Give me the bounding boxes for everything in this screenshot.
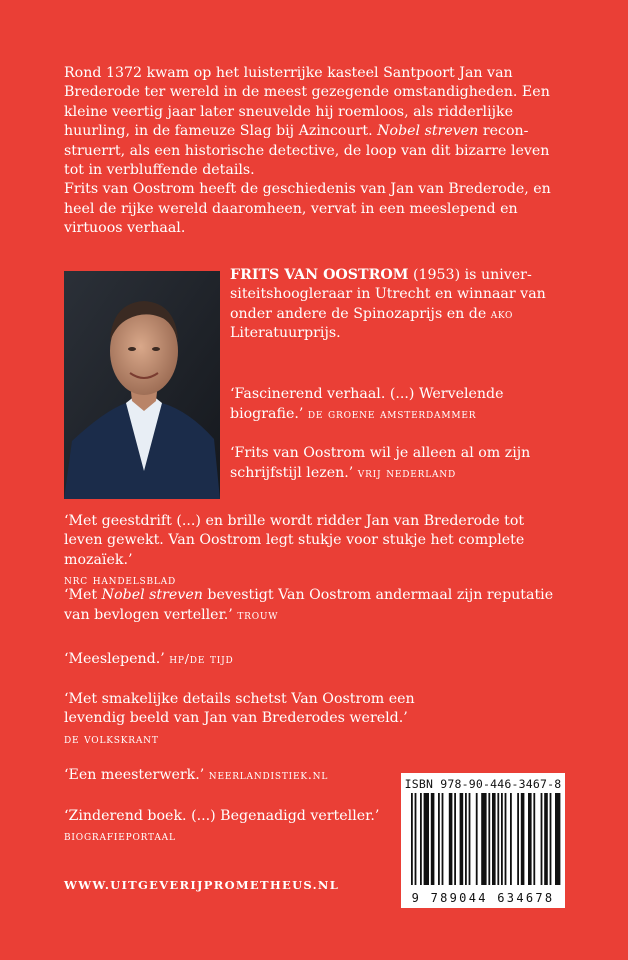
- quote-text: ‘Met geestdrift (...) en brille wordt ridder Jan van Brederode tot leven gewekt. Van Oostrom legt stukje voor stukje het complete mozaïek.’: [64, 513, 525, 568]
- author-bio: [230, 266, 570, 344]
- quote-text: ‘Fascinerend verhaal. (...) Wervelende biografie.’: [230, 386, 504, 423]
- barcode-bar: [411, 793, 413, 885]
- isbn-number: ISBN 978-90-446-3467-8: [404, 777, 562, 791]
- barcode-bar: [476, 793, 478, 885]
- quote-source: nrc handelsblad: [64, 572, 176, 588]
- quote-source: vrij nederland: [357, 465, 456, 481]
- barcode-bar: [517, 793, 519, 885]
- barcode-bar: [550, 793, 552, 885]
- isbn-barcode: [401, 773, 565, 908]
- review-quote: [64, 765, 394, 785]
- quote-text: ‘Zinderend boek. (...) Begenadigd verteller.’: [64, 808, 380, 824]
- quote-source: biografieportaal: [64, 828, 176, 844]
- barcode-bar: [492, 793, 496, 885]
- review-quote: [230, 444, 550, 484]
- quote-text: ‘Een meesterwerk.’: [64, 767, 205, 783]
- quote-source: hp/de tijd: [169, 651, 234, 666]
- barcode-bar: [533, 793, 535, 885]
- barcode-bar: [465, 793, 467, 885]
- blurb-paragraph-1: [64, 64, 564, 180]
- barcode-bar: [460, 793, 464, 885]
- quote-text: bevestigt Van Oostrom andermaal zijn reputatie van bevlogen verteller.’: [64, 587, 554, 624]
- author-photo: [64, 271, 220, 499]
- blurb: [64, 64, 564, 239]
- barcode-bar: [488, 793, 490, 885]
- barcode-bar: [481, 793, 486, 885]
- barcode-bar: [431, 793, 435, 885]
- barcode-bar: [555, 793, 560, 885]
- barcode-bar: [438, 793, 440, 885]
- review-quote: [230, 385, 560, 425]
- barcode-bar: [541, 793, 543, 885]
- barcode-bar: [528, 793, 532, 885]
- barcode-bar: [420, 793, 422, 885]
- barcode-bar: [454, 793, 456, 885]
- barcode-bar: [449, 793, 453, 885]
- barcode-bar: [501, 793, 503, 885]
- barcode-bars: [401, 773, 565, 908]
- book-title: Nobel streven: [377, 123, 479, 140]
- blurb-text: recon-struerrt, als een historische detective, de loop van dit bizarre leven tot in verbluffende details.: [64, 123, 550, 179]
- book-title: Nobel streven: [101, 587, 203, 603]
- author-name: FRITS VAN OOSTROM: [230, 267, 409, 283]
- quote-text: ‘Meeslepend.’: [64, 651, 165, 667]
- quote-source: de volkskrant: [64, 730, 159, 746]
- review-quote: [64, 690, 444, 748]
- barcode-bar: [497, 793, 499, 885]
- quote-source: neerlandistiek.nl: [208, 767, 329, 782]
- barcode-bar: [521, 793, 525, 885]
- barcode-bar: [505, 793, 507, 885]
- quote-source: de groene amsterdammer: [307, 406, 477, 422]
- barcode-bar: [469, 793, 471, 885]
- quote-text: ‘Frits van Oostrom wil je alleen al om zijn schrijfstijl lezen.’: [230, 445, 531, 482]
- barcode-bar: [415, 793, 417, 885]
- blurb-paragraph-2: Frits van Oostrom heeft de geschiedenis van Jan van Brederode, en heel de rijke wereld daaromheen, vervat in een meeslepend en virtuoos verhaal.: [64, 181, 551, 237]
- author-bio-text: Literatuurprijs.: [230, 325, 341, 342]
- review-quote: [64, 649, 564, 669]
- review-quote: [64, 586, 564, 626]
- quote-text: ‘Met: [64, 587, 102, 603]
- prize-abbreviation: ako: [490, 306, 513, 322]
- review-quote: [64, 807, 394, 846]
- publisher-website[interactable]: WWW.UITGEVERIJPROMETHEUS.NL: [64, 878, 340, 892]
- ean-digits: 9 789044 634678: [411, 891, 555, 905]
- blurb-text: Rond 1372 kwam op het luisterrijke kasteel Santpoort Jan van Brederode ter wereld in de meest gezegende omstandigheden. Een kleine veertig jaar later sneuvelde hij roemloos, als ridderlijke huurling, in de fameuze Slag bij Azincourt.: [64, 65, 550, 140]
- barcode-bar: [442, 793, 444, 885]
- quote-text: ‘Met smakelijke details schetst Van Oostrom een levendig beeld van Jan van Brederodes wereld.’: [64, 691, 415, 727]
- author-bio-text: (1953) is univer-siteitshoogleraar in Utrecht en winnaar van onder andere de Spinozaprijs en de: [230, 267, 546, 322]
- barcode-bar: [544, 793, 548, 885]
- quote-source: trouw: [237, 607, 279, 623]
- barcode-bar: [424, 793, 429, 885]
- review-quote: [64, 512, 564, 590]
- barcode-bar: [510, 793, 512, 885]
